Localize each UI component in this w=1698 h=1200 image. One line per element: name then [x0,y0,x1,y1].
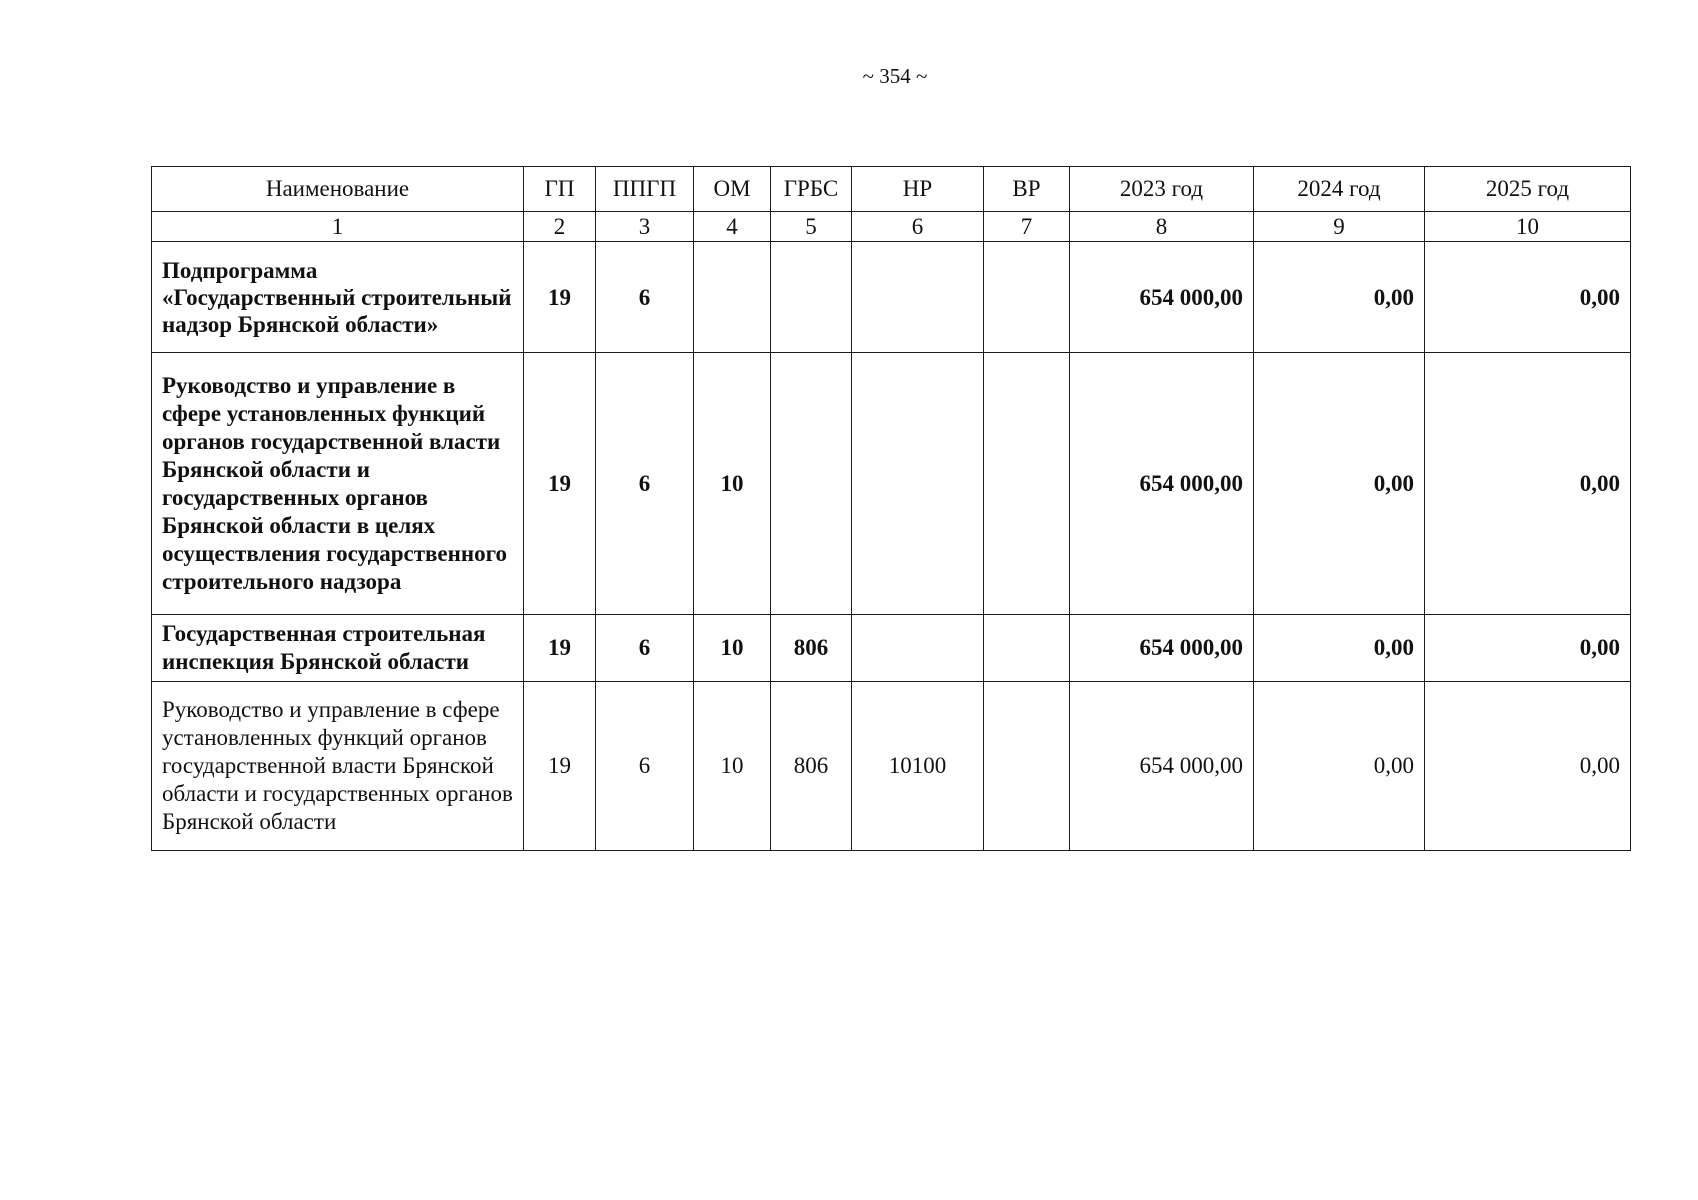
column-number-row [152,212,1631,242]
cell-2025: 0,00 [1425,242,1631,353]
cell-ppgp: 6 [596,242,694,353]
cell-2025: 0,00 [1425,353,1631,615]
column-number: 2 [524,212,596,242]
table-row [152,682,1631,851]
cell-2023: 654 000,00 [1070,615,1254,682]
cell-gp: 19 [524,615,596,682]
cell-2023: 654 000,00 [1070,242,1254,353]
header-vr: ВР [984,167,1070,212]
cell-om: 10 [694,353,771,615]
cell-gp: 19 [524,682,596,851]
cell-grbs: 806 [771,682,852,851]
cell-gp: 19 [524,353,596,615]
header-name: Наименование [152,167,524,212]
cell-2023: 654 000,00 [1070,682,1254,851]
cell-nr: 10100 [852,682,984,851]
column-number: 10 [1425,212,1631,242]
cell-2024: 0,00 [1254,353,1425,615]
header-2023: 2023 год [1070,167,1254,212]
cell-om: 10 [694,615,771,682]
header-gp: ГП [524,167,596,212]
cell-grbs: 806 [771,615,852,682]
header-grbs: ГРБС [771,167,852,212]
header-ppgp: ППГП [596,167,694,212]
cell-2025: 0,00 [1425,682,1631,851]
column-number: 7 [984,212,1070,242]
row-name: Руководство и управление в сфере установленных функций органов государственной власти Брянской области и государственных органов Брянской области [152,682,524,851]
cell-2024: 0,00 [1254,682,1425,851]
cell-grbs [771,353,852,615]
column-number: 1 [152,212,524,242]
cell-2024: 0,00 [1254,615,1425,682]
column-number: 5 [771,212,852,242]
header-om: ОМ [694,167,771,212]
header-2024: 2024 год [1254,167,1425,212]
cell-ppgp: 6 [596,682,694,851]
cell-2023: 654 000,00 [1070,353,1254,615]
cell-nr [852,353,984,615]
column-number: 3 [596,212,694,242]
header-2025: 2025 год [1425,167,1631,212]
cell-2024: 0,00 [1254,242,1425,353]
row-name: Подпрограмма «Государственный строительный надзор Брянской области» [152,242,524,353]
header-nr: НР [852,167,984,212]
cell-vr [984,242,1070,353]
cell-gp: 19 [524,242,596,353]
column-number: 8 [1070,212,1254,242]
table-header-row [152,167,1631,212]
cell-vr [984,682,1070,851]
column-number: 4 [694,212,771,242]
cell-ppgp: 6 [596,615,694,682]
cell-2025: 0,00 [1425,615,1631,682]
cell-ppgp: 6 [596,353,694,615]
cell-om [694,242,771,353]
table-row [152,353,1631,615]
table-row [152,242,1631,353]
table-row [152,615,1631,682]
row-name: Руководство и управление в сфере установленных функций органов государственной власти Брянской области и государственных органов Брянской области в целях осуществления государственного строительного надзора [152,353,524,615]
cell-nr [852,242,984,353]
cell-grbs [771,242,852,353]
page-number: ~ 354 ~ [862,64,928,88]
budget-table [151,166,1631,851]
column-number: 9 [1254,212,1425,242]
row-name: Государственная строительная инспекция Брянской области [152,615,524,682]
cell-vr [984,615,1070,682]
cell-vr [984,353,1070,615]
cell-nr [852,615,984,682]
cell-om: 10 [694,682,771,851]
column-number: 6 [852,212,984,242]
